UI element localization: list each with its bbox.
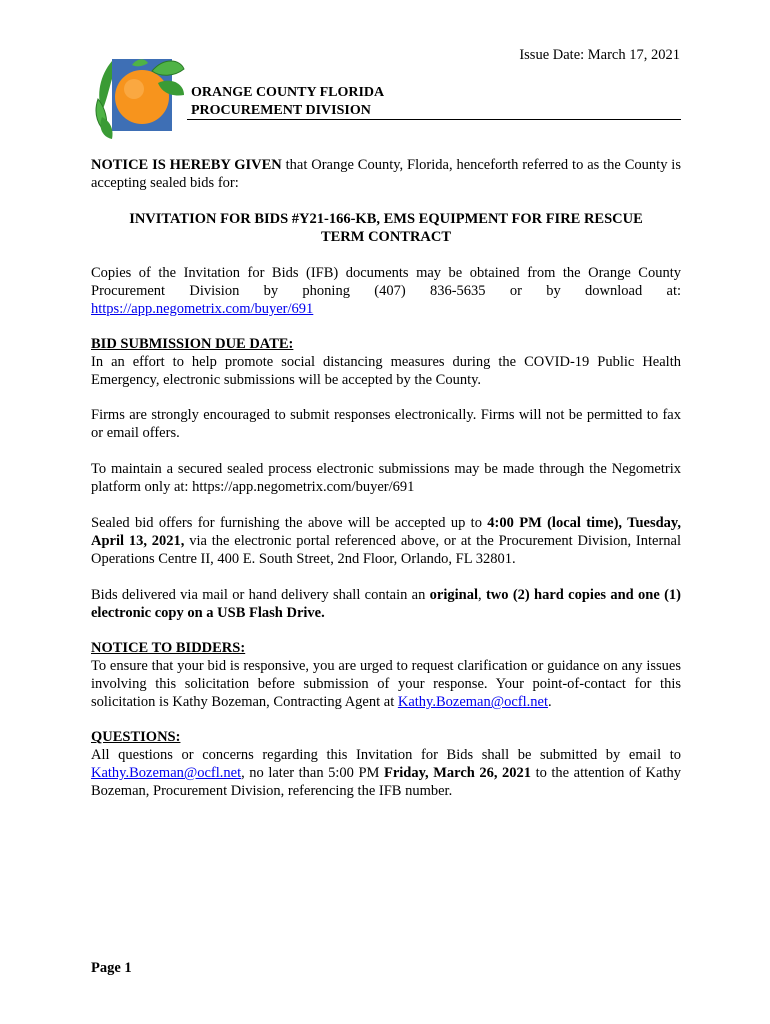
para4-pre: Sealed bid offers for furnishing the above will be accepted up to	[91, 515, 488, 531]
para5-copies: two (2) hard copies and one (1) electronic copy on a USB Flash Drive.	[91, 587, 681, 621]
bid-submission-para-2: Firms are strongly encouraged to submit responses electronically. Firms will not be permitted to fax or email offers.	[91, 407, 681, 441]
questions-pre: All questions or concerns regarding this Invitation for Bids shall be submitted by email to	[91, 747, 681, 763]
questions-mid: , no later than 5:00 PM	[241, 765, 384, 781]
ifb-title-line-2: TERM CONTRACT	[320, 229, 452, 245]
questions-section	[91, 728, 681, 800]
notice-to-bidders-section	[91, 639, 681, 711]
para4-post: via the electronic portal referenced above, or at the Procurement Division, Internal Operations Centre II, 400 E. South Street, 2nd Floor, Orlando, FL 32801.	[91, 533, 681, 567]
para5-sep: ,	[478, 587, 486, 603]
para5-original: original	[429, 587, 479, 603]
contact-email-link[interactable]: Kathy.Bozeman@ocfl.net	[397, 694, 548, 710]
questions-heading: QUESTIONS:	[91, 729, 181, 745]
notice-to-bidders-text	[91, 657, 681, 711]
notice-text: that Orange County, Florida, henceforth referred to as the County is accepting sealed bids for:	[91, 157, 681, 191]
org-name	[191, 84, 384, 120]
questions-text	[91, 746, 681, 800]
notice-to-bidders-heading: NOTICE TO BIDDERS:	[91, 640, 246, 656]
bid-submission-para-1: In an effort to help promote social distancing measures during the COVID-19 Public Health Emergency, electronic submissions will be accepted by the County.	[91, 354, 681, 388]
notice-paragraph	[91, 156, 681, 192]
header-divider	[187, 119, 681, 120]
questions-deadline: Friday, March 26, 2021	[383, 765, 532, 781]
negometrix-platform-link[interactable]: https://app.negometrix.com/buyer/691	[192, 479, 415, 495]
bid-submission-para-3	[91, 460, 681, 496]
bid-submission-heading: BID SUBMISSION DUE DATE:	[91, 336, 294, 352]
issue-date: Issue Date: March 17, 2021	[519, 47, 680, 63]
bid-submission-section	[91, 335, 681, 389]
negometrix-link[interactable]: https://app.negometrix.com/buyer/691	[91, 301, 314, 317]
due-date-time: 4:00 PM (local time), Tuesday, April 13, 2021,	[91, 515, 681, 549]
org-line-1: ORANGE COUNTY FLORIDA	[191, 85, 385, 100]
notice-bidders-end: .	[547, 694, 552, 710]
ifb-title	[91, 210, 681, 246]
notice-lead: NOTICE IS HEREBY GIVEN	[91, 157, 282, 173]
org-line-2: PROCUREMENT DIVISION	[191, 103, 371, 118]
copies-paragraph	[91, 264, 681, 318]
questions-post: to the attention of Kathy Bozeman, Procurement Division, referencing the IFB number.	[91, 765, 681, 799]
bid-submission-para-4	[91, 514, 681, 568]
page-number: Page 1	[91, 960, 132, 976]
questions-email-link[interactable]: Kathy.Bozeman@ocfl.net	[91, 765, 242, 781]
para3-text: To maintain a secured sealed process electronic submissions may be made through the Negometrix platform only at:	[91, 461, 681, 495]
bid-submission-para-5	[91, 586, 681, 622]
para5-pre: Bids delivered via mail or hand delivery shall contain an	[91, 587, 430, 603]
copies-text: Copies of the Invitation for Bids (IFB) documents may be obtained from the Orange County Procurement Division by phoning (407) 836-5635 or by download at:	[91, 265, 681, 299]
notice-bidders-body: To ensure that your bid is responsive, you are urged to request clarification or guidance on any issues involving this solicitation before submission of your response. Your point-of-contact for this solicitation is Kathy Bozeman, Contracting Agent at	[91, 658, 681, 710]
ifb-title-line-1: INVITATION FOR BIDS #Y21-166-KB, EMS EQUIPMENT FOR FIRE RESCUE	[129, 211, 643, 227]
orange-logo-icon	[92, 55, 187, 140]
